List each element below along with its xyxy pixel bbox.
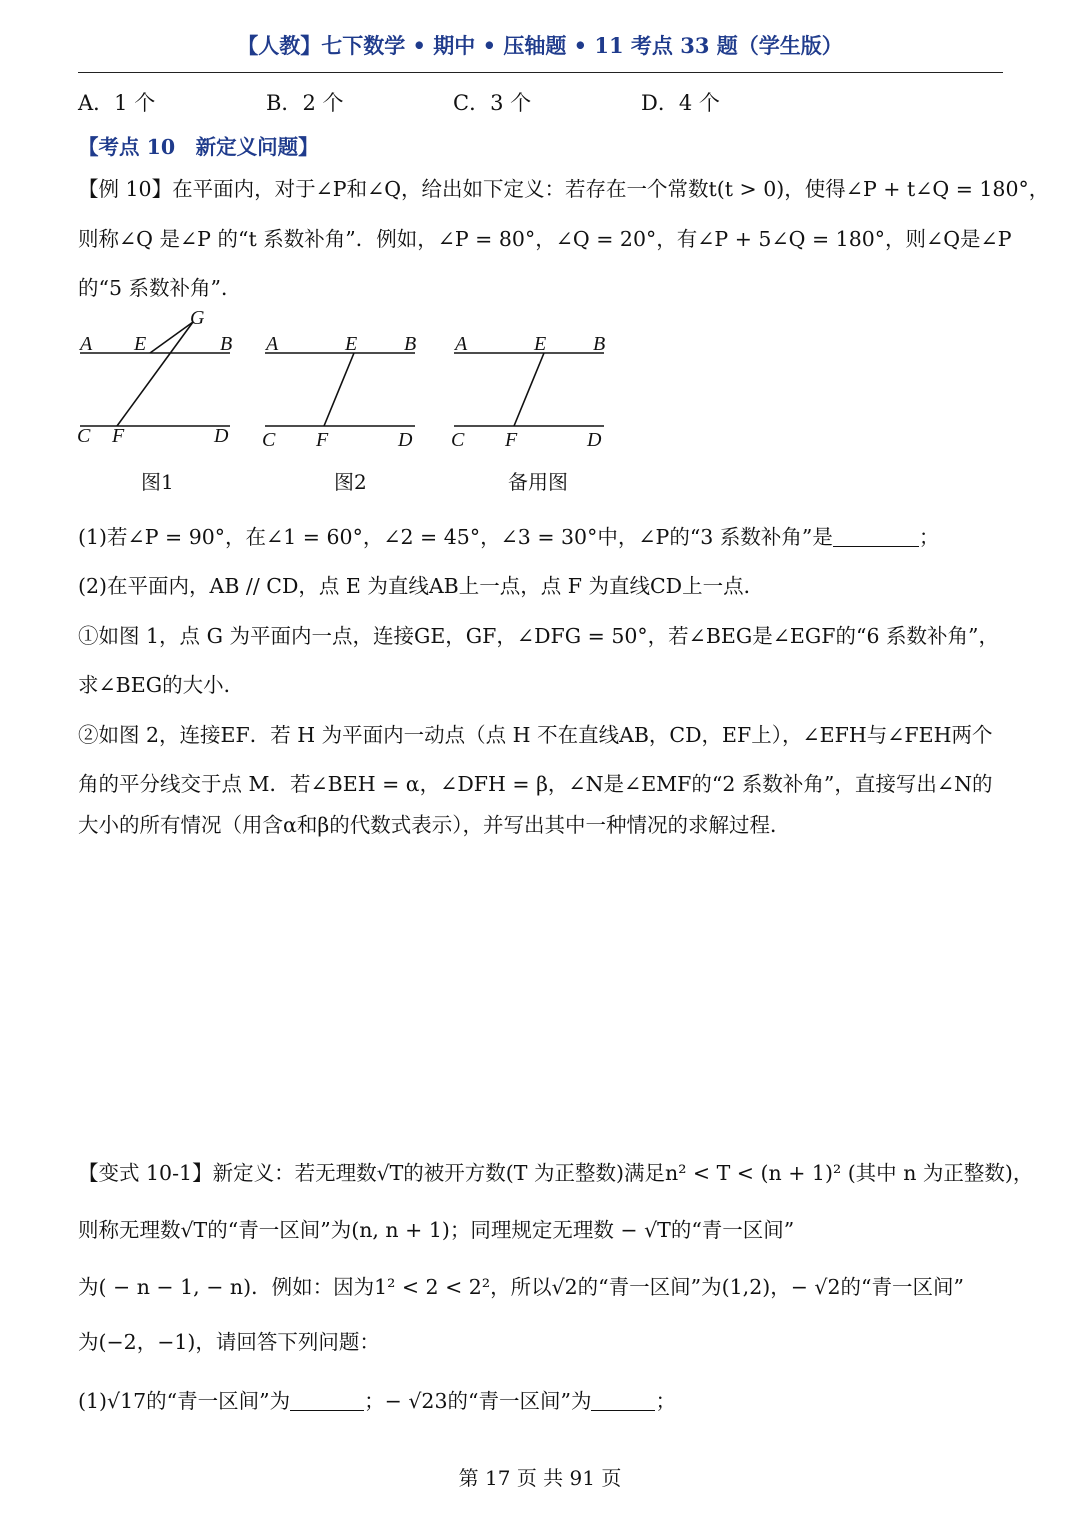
page-header-title: 【人教】七下数学 • 期中 • 压轴题 • 11 考点 33 题（学生版）: [237, 33, 843, 58]
line-ef: [324, 353, 354, 426]
option-letter: A．: [78, 91, 115, 115]
option-text: 2 个: [302, 91, 344, 115]
label-b: B: [220, 333, 233, 355]
line-fg: [117, 322, 193, 426]
header-divider: [78, 72, 1003, 73]
figure-backup-caption: 备用图: [508, 470, 568, 494]
question-2a-line-2: 求∠BEG的大小．: [78, 673, 245, 697]
answer-blank[interactable]: [591, 1390, 655, 1412]
label-a: A: [80, 333, 93, 355]
example-line-1: 【例 10】在平面内，对于∠P和∠Q，给出如下定义：若存在一个常数t(t > 0)，使得∠P + t∠Q = 180°，: [78, 177, 1050, 201]
question-1-end: ；: [918, 525, 940, 549]
figure-2-caption: 图2: [334, 470, 367, 494]
answer-blank[interactable]: [833, 526, 919, 548]
label-a: A: [455, 333, 468, 355]
question-2b-line-2: 角的平分线交于点 M．若∠BEH = α，∠DFH = β，∠N是∠EMF的“2 系数补角”，直接写出∠N的: [78, 772, 993, 796]
variant-q1-end: ；: [655, 1389, 676, 1413]
label-d: D: [214, 425, 229, 447]
question-1: [78, 520, 939, 550]
label-c: C: [451, 429, 465, 451]
line-ef: [514, 353, 544, 426]
label-d: D: [587, 429, 602, 451]
question-2b-line-3: 大小的所有情况（用含α和β的代数式表示），并写出其中一种情况的求解过程．: [78, 813, 791, 837]
label-e: E: [134, 333, 147, 355]
option-text: 4 个: [678, 91, 720, 115]
page-footer: 第 17 页 共 91 页: [458, 1466, 622, 1490]
option-text: 3 个: [490, 91, 532, 115]
option-letter: D．: [641, 91, 679, 115]
label-d: D: [398, 429, 413, 451]
label-b: B: [404, 333, 417, 355]
label-a: A: [266, 333, 279, 355]
label-f: F: [505, 429, 518, 451]
label-b: B: [593, 333, 606, 355]
option-a: [78, 87, 155, 117]
figure-1: [70, 300, 250, 460]
variant-line-3: 为( − n − 1, − n)．例如：因为1² < 2 < 2²，所以√2的“青一区间”为(1,2)，− √2的“青一区间”: [78, 1275, 964, 1299]
figure-1-caption: 图1: [141, 470, 174, 494]
option-b: [266, 87, 343, 117]
line-eg: [150, 322, 193, 353]
answer-blank[interactable]: [290, 1390, 364, 1412]
label-c: C: [262, 429, 276, 451]
variant-line-4: 为(−2，−1)，请回答下列问题：: [78, 1330, 380, 1354]
label-e: E: [345, 333, 358, 355]
option-text: 1 个: [114, 91, 156, 115]
figure-2: [258, 300, 428, 460]
label-f: F: [112, 425, 125, 447]
question-1-text: (1)若∠P = 90°，在∠1 = 60°，∠2 = 45°，∠3 = 30°中，∠P的“3 系数补角”是: [78, 525, 833, 549]
question-2: (2)在平面内，AB // CD，点 E 为直线AB上一点，点 F 为直线CD上一点．: [78, 574, 765, 598]
variant-q1-text-2: ；− √23的“青一区间”为: [364, 1389, 592, 1413]
label-g: G: [190, 307, 205, 329]
label-e: E: [534, 333, 547, 355]
variant-question-1: [78, 1384, 676, 1414]
figure-backup: [446, 300, 616, 460]
section-title: 【考点 10 新定义问题】: [78, 135, 319, 159]
label-c: C: [77, 425, 91, 447]
example-line-2: 则称∠Q 是∠P 的“t 系数补角”．例如，∠P = 80°，∠Q = 20°，有∠P + 5∠Q = 180°，则∠Q是∠P: [78, 227, 1012, 251]
variant-line-2: 则称无理数√T的“青一区间”为(n, n + 1)；同理规定无理数 − √T的“青一区间”: [78, 1218, 795, 1242]
variant-line-1: 【变式 10-1】新定义：若无理数√T的被开方数(T 为正整数)满足n² < T < (n + 1)² (其中 n 为正整数)，: [78, 1161, 1034, 1185]
question-2b-line-1: ②如图 2，连接EF．若 H 为平面内一动点（点 H 不在直线AB，CD，EF上），∠EFH与∠FEH两个: [78, 723, 993, 747]
option-d: [641, 87, 720, 117]
option-letter: C．: [453, 91, 491, 115]
option-c: [453, 87, 531, 117]
variant-q1-text: (1)√17的“青一区间”为: [78, 1389, 291, 1413]
question-2a-line-1: ①如图 1，点 G 为平面内一点，连接GE，GF，∠DFG = 50°，若∠BEG是∠EGF的“6 系数补角”，: [78, 624, 1000, 648]
label-f: F: [316, 429, 329, 451]
example-line-3: 的“5 系数补角”．: [78, 276, 242, 300]
option-letter: B．: [266, 91, 303, 115]
